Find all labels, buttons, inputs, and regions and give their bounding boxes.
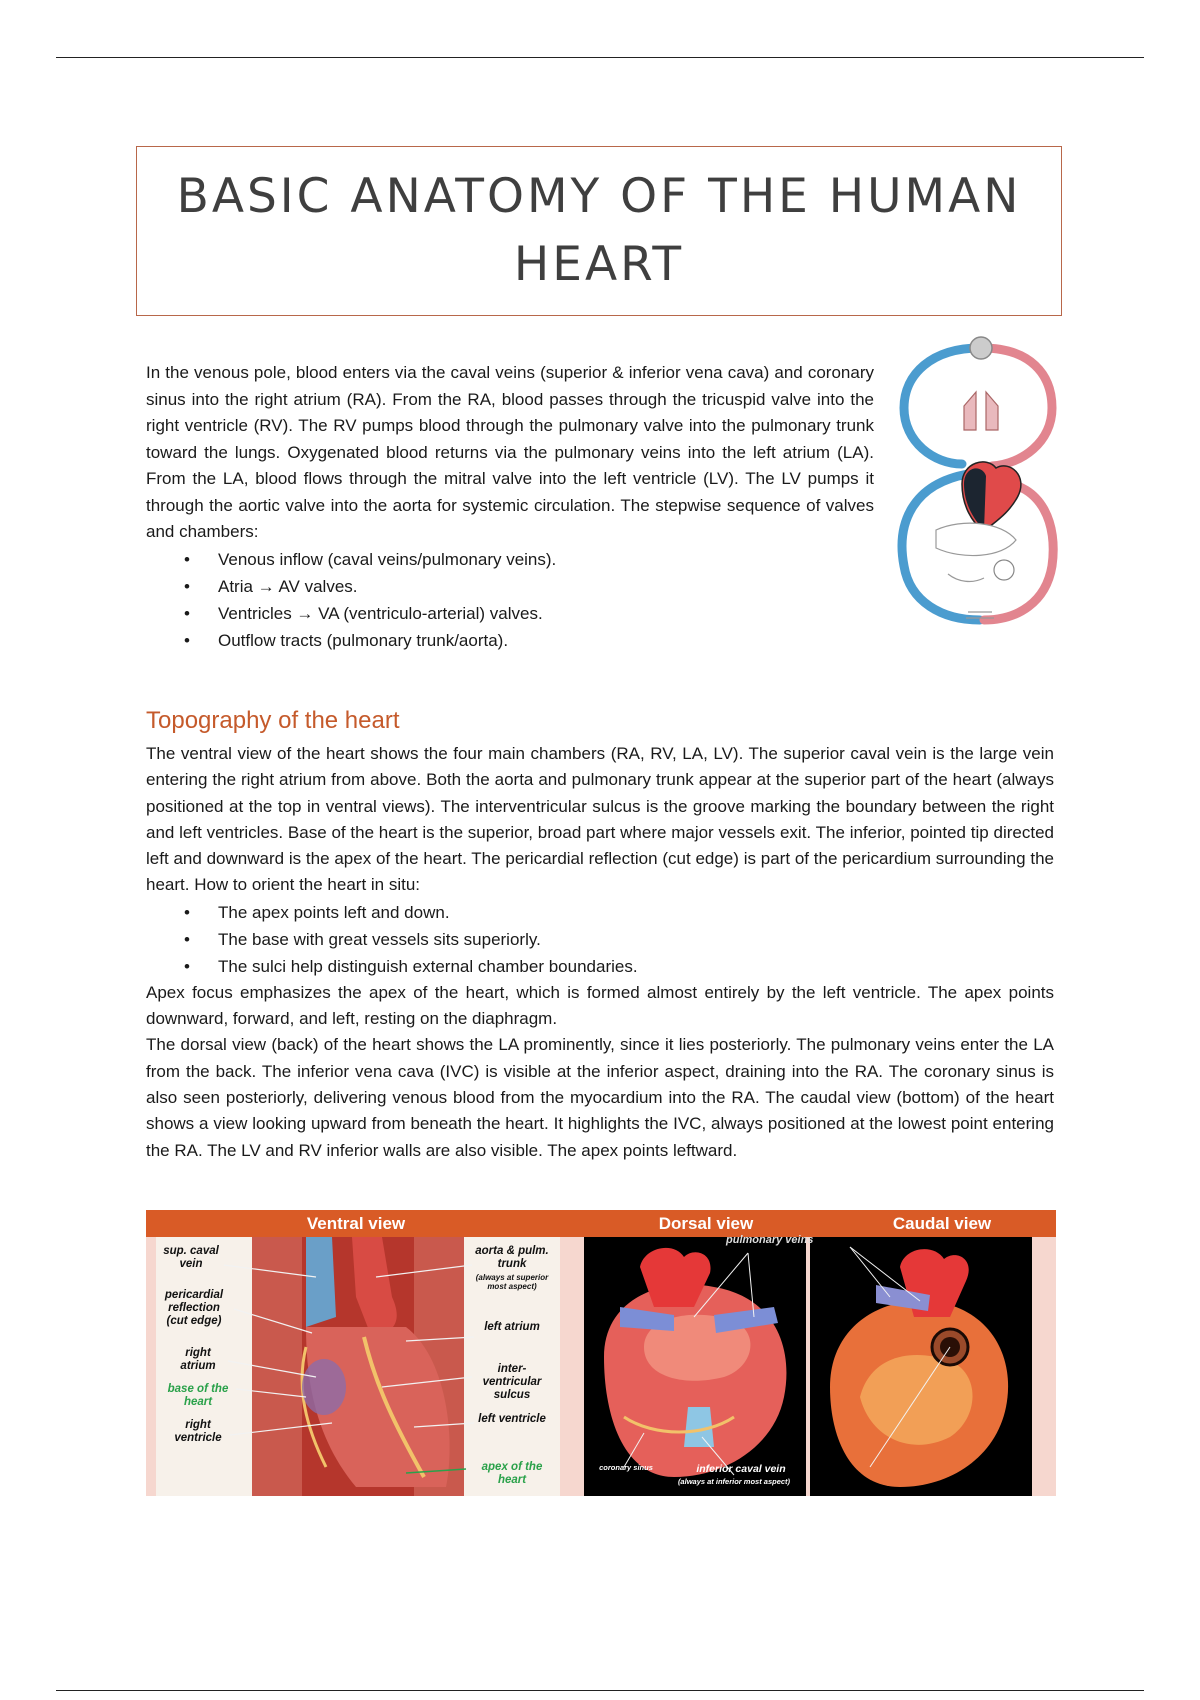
- label-left-ventricle: left ventricle: [478, 1413, 546, 1425]
- page-title: BASIC ANATOMY OF THE HUMAN HEART: [176, 169, 1022, 292]
- topography-paragraph-3: The dorsal view (back) of the heart shows the LA prominently, since it lies posteriorly. The pulmonary veins enter the LA from the back. The inferior vena cava (IVC) is visible at the inferior aspect, draining into the RA. The coronary sinus is also seen posteriorly, delivering venous blood from the myocardium into the RA. The caudal view (bottom) of the heart shows a view looking upward from beneath the heart. It highlights the IVC, always positioned at the lowest point entering the RA. The LV and RV inferior walls are also visible. The apex points leftward.: [146, 1035, 1054, 1160]
- label-pericardial-reflection: pericardial reflection (cut edge): [164, 1289, 224, 1327]
- label-inferior-caval-vein: inferior caval vein: [696, 1463, 786, 1475]
- header-caudal-view: Caudal view: [892, 1214, 992, 1233]
- circulation-diagram: [892, 334, 1062, 630]
- label-coronary-sinus: coronary sinus: [599, 1463, 653, 1472]
- list-item: • Venous inflow (caval veins/pulmonary veins).: [146, 546, 874, 573]
- section-heading: Topography of the heart: [146, 707, 400, 734]
- topography-paragraph-1: The ventral view of the heart shows the four main chambers (RA, RV, LA, LV). The superior caval vein is the large vein entering the right atrium from above. Both the aorta and pulmonary trunk appear at the superior part of the heart (always positioned at the top in ventral views). The interventricular sulcus is the groove marking the boundary between the right and left ventricles. Base of the heart is the superior, broad part where major vessels exit. The inferior, pointed tip directed left and downward is the apex of the heart. The pericardial reflection (cut edge) is part of the pericardium surrounding the heart. How to orient the heart in situ:: [146, 744, 1054, 895]
- topography-paragraph-2: Apex focus emphasizes the apex of the heart, which is formed almost entirely by the left ventricle. The apex points downward, forward, and left, resting on the diaphragm.: [146, 982, 1054, 1029]
- intro-paragraph: In the venous pole, blood enters via the caval veins (superior & inferior vena cava) and coronary sinus into the right atrium (RA). From the RA, blood passes through the tricuspid valve into the right ventricle (RV). The RV pumps blood through the pulmonary valve into the pulmonary trunk toward the lungs. Oxygenated blood returns via the pulmonary veins into the left atrium (LA). From the LA, blood flows through the mitral valve into the left ventricle (LV). The LV pumps it through the aortic valve into the aorta for systemic circulation. The stepwise sequence of valves and chambers:: [146, 363, 874, 541]
- label-apex-of-heart: apex of the heart: [481, 1461, 543, 1486]
- list-item: • Outflow tracts (pulmonary trunk/aorta).: [146, 627, 874, 654]
- label-right-atrium: right atrium: [180, 1347, 216, 1372]
- title-box: [136, 146, 1062, 316]
- caudal-heart-illustration: [810, 1237, 1032, 1496]
- intro-bullet-list: [146, 546, 874, 654]
- label-base-of-heart: base of the heart: [167, 1383, 229, 1408]
- label-right-ventricle: right ventricle: [174, 1419, 222, 1444]
- list-item: • Ventricles → VA (ventriculo-arterial) valves.: [146, 600, 874, 627]
- heart-views-figure: [146, 1210, 1056, 1496]
- topography-bullet-list: [146, 899, 1054, 980]
- label-always-superior: (always at superior most aspect): [475, 1273, 549, 1291]
- label-always-inferior: (always at inferior most aspect): [677, 1477, 791, 1486]
- bottom-rule: [56, 1690, 1144, 1691]
- topography-section: [146, 705, 1054, 1164]
- ventral-view-panel: [156, 1237, 560, 1496]
- top-rule: [56, 57, 1144, 58]
- header-dorsal-view: Dorsal view: [658, 1214, 754, 1233]
- label-pulmonary-veins: pulmonary veins: [726, 1234, 814, 1246]
- label-left-atrium: left atrium: [484, 1321, 540, 1333]
- dorsal-heart-illustration: [584, 1237, 806, 1496]
- list-item: • Atria → AV valves.: [146, 573, 874, 600]
- header-ventral-view: Ventral view: [306, 1214, 406, 1233]
- label-sup-caval-vein: sup. caval vein: [163, 1245, 219, 1270]
- label-aorta-pulm-trunk: aorta & pulm. trunk: [475, 1245, 549, 1270]
- list-item: • The base with great vessels sits superiorly.: [146, 926, 1054, 953]
- label-interventricular-sulcus: inter-ventricular sulcus: [482, 1363, 542, 1401]
- list-item: • The sulci help distinguish external chamber boundaries.: [146, 953, 1054, 980]
- dorsal-view-panel: [584, 1237, 806, 1496]
- intro-section: [146, 360, 874, 654]
- figure-header: [146, 1210, 1056, 1237]
- caudal-view-panel: [810, 1237, 1032, 1496]
- list-item: • The apex points left and down.: [146, 899, 1054, 926]
